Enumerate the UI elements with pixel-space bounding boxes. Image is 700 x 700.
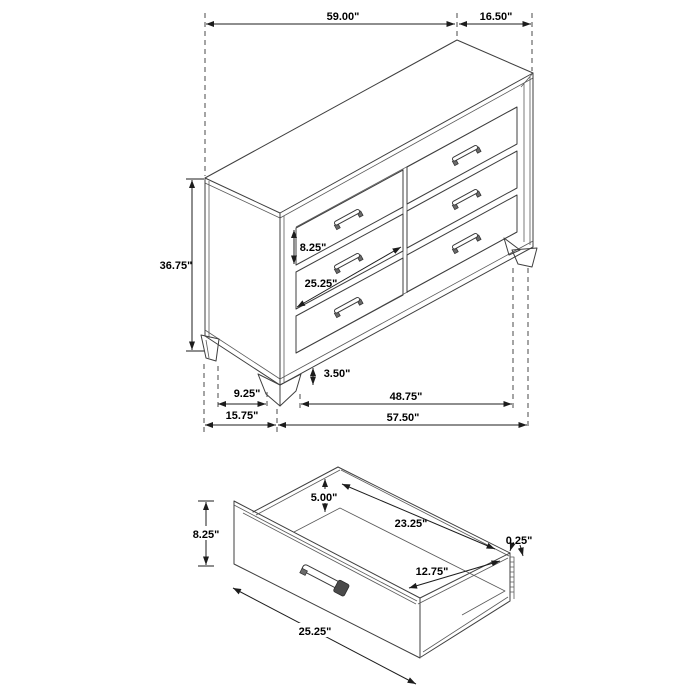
dresser-dimensions xyxy=(160,11,532,432)
dim-dresser-foot-inset-depth: 9.25" xyxy=(233,388,261,400)
dim-drawer-inner-length: 23.25" xyxy=(394,518,428,530)
dim-drawer-front-height: 8.25" xyxy=(192,529,220,541)
dresser-drawing xyxy=(201,40,537,406)
dim-drawer-panel-thickness: 0.25" xyxy=(505,535,533,547)
dim-dresser-foot-span-width: 48.75" xyxy=(389,391,423,403)
drawer-detail-handle xyxy=(299,562,349,597)
drawer-detail-drawing xyxy=(234,467,514,658)
dresser-feet xyxy=(201,238,537,406)
dim-drawer-inner-depth: 5.00" xyxy=(310,492,338,504)
dim-dresser-drawer-face-width: 25.25" xyxy=(304,278,338,290)
dim-dresser-foot-height: 3.50" xyxy=(323,368,351,380)
dim-dresser-width: 59.00" xyxy=(326,11,360,23)
dim-dresser-depth: 16.50" xyxy=(479,11,513,23)
drawer-handle xyxy=(333,208,363,229)
dim-drawer-inner-width: 12.75" xyxy=(415,566,449,578)
dim-dresser-height: 36.75" xyxy=(159,260,193,272)
drawer-handle xyxy=(333,252,363,273)
dim-dresser-base-depth: 15.75" xyxy=(225,410,259,422)
dim-dresser-drawer-face-height: 8.25" xyxy=(299,242,327,254)
drawer-handle xyxy=(333,296,363,317)
dim-drawer-front-width: 25.25" xyxy=(298,626,332,638)
drawer-handle xyxy=(451,144,481,165)
dim-dresser-base-width: 57.50" xyxy=(386,412,420,424)
drawer-handle xyxy=(451,188,481,209)
drawer-detail-dimensions xyxy=(189,479,532,684)
drawer-handle xyxy=(451,232,481,253)
